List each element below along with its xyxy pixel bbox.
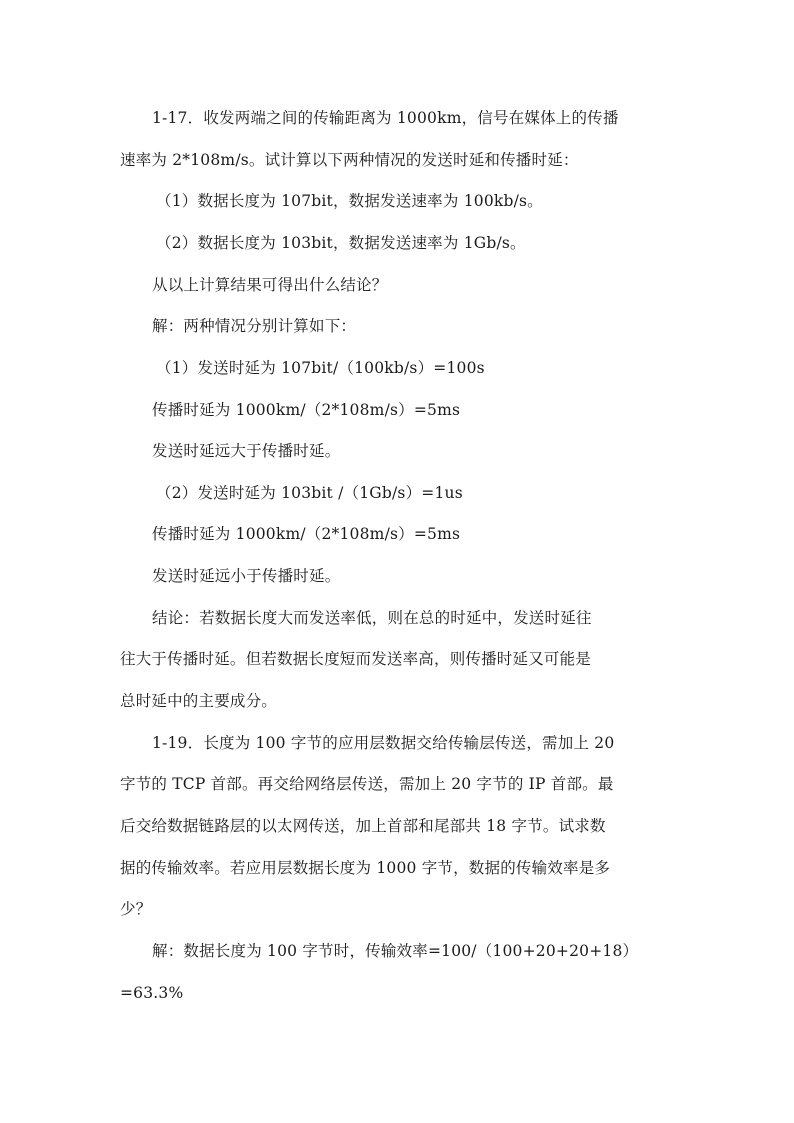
a19-line-1: 解：数据长度为 100 字节时，传输效率=100/（100+20+20+18） (152, 942, 639, 960)
q17-case-2: （2）数据长度为 103bit，数据发送速率为 1Gb/s。 (156, 234, 526, 252)
a17-case1-send-delay: （1）发送时延为 107bit/（100kb/s）=100s (156, 359, 485, 377)
a17-case2-send-delay: （2）发送时延为 103bit /（1Gb/s）=1us (156, 484, 463, 502)
a17-conclusion-line-3: 总时延中的主要成分。 (120, 692, 278, 710)
a17-intro: 解：两种情况分别计算如下： (152, 317, 357, 335)
a17-conclusion-line-2: 往大于传播时延。但若数据长度短而发送率高，则传播时延又可能是 (120, 650, 592, 668)
q17-question: 从以上计算结果可得出什么结论？ (152, 276, 388, 294)
q19-line-4: 据的传输效率。若应用层数据长度为 1000 字节，数据的传输效率是多 (120, 859, 611, 877)
a17-case1-note: 发送时延远大于传播时延。 (152, 442, 341, 460)
a19-line-2: =63.3% (120, 984, 184, 1002)
a17-case2-prop-delay: 传播时延为 1000km/（2*108m/s）=5ms (152, 525, 461, 543)
q19-line-5: 少？ (120, 900, 152, 918)
a17-case1-prop-delay: 传播时延为 1000km/（2*108m/s）=5ms (152, 401, 461, 419)
q19-line-3: 后交给数据链路层的以太网传送，加上首部和尾部共 18 字节。试求数 (120, 817, 606, 835)
a17-case2-note: 发送时延远小于传播时延。 (152, 567, 341, 585)
q17-case-1: （1）数据长度为 107bit，数据发送速率为 100kb/s。 (156, 192, 543, 210)
q17-line-2: 速率为 2*108m/s。试计算以下两种情况的发送时延和传播时延： (120, 151, 579, 169)
q19-line-2: 字节的 TCP 首部。再交给网络层传送，需加上 20 字节的 IP 首部。最 (120, 775, 614, 793)
q17-line-1: 1-17．收发两端之间的传输距离为 1000km，信号在媒体上的传播 (152, 109, 619, 127)
a17-conclusion-line-1: 结论：若数据长度大而发送率低，则在总的时延中，发送时延往 (152, 609, 592, 627)
q19-line-1: 1-19．长度为 100 字节的应用层数据交给传输层传送，需加上 20 (152, 734, 615, 752)
